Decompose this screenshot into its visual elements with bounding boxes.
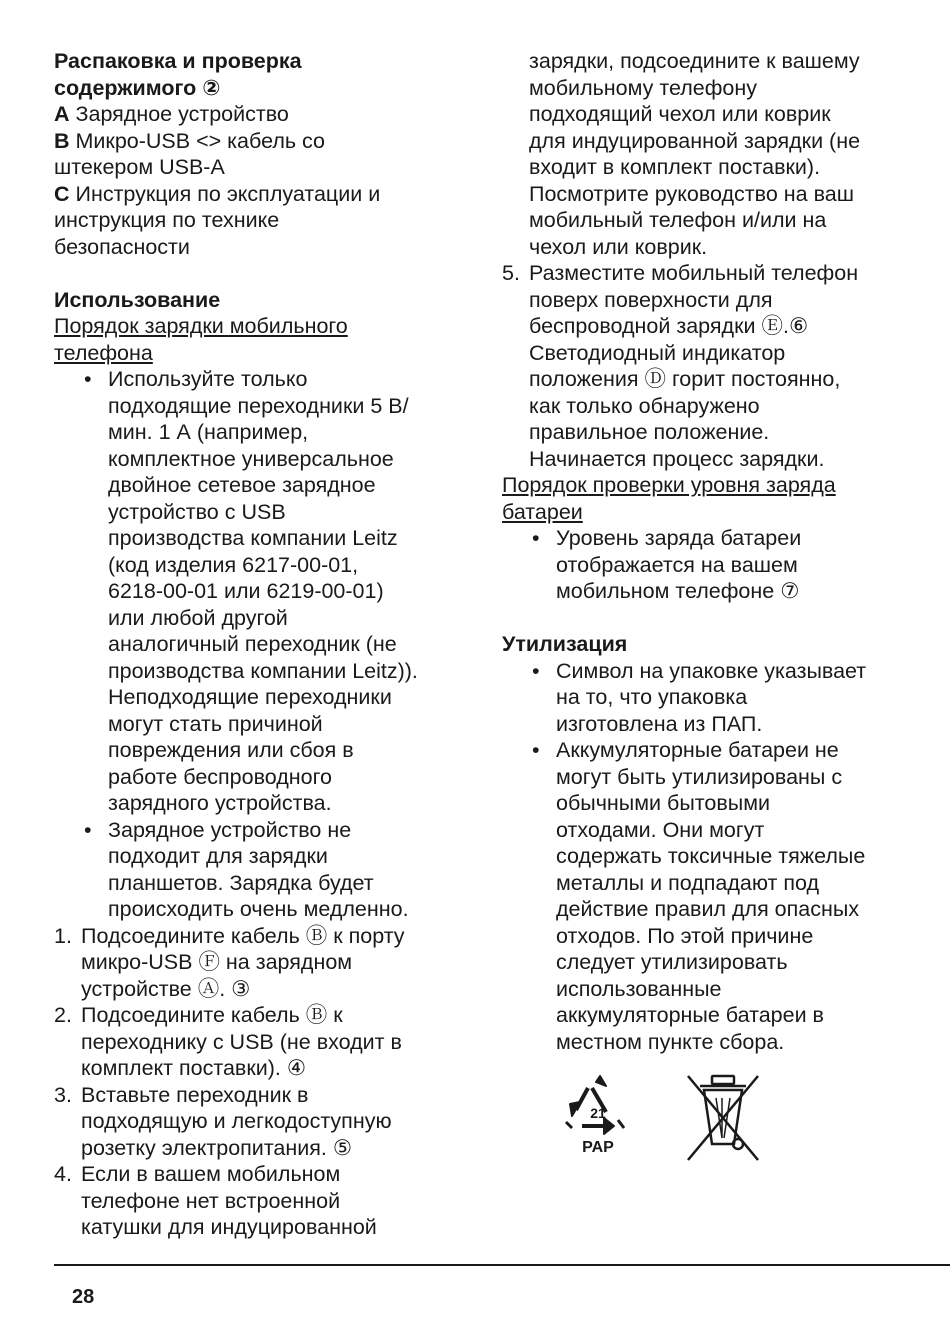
bullet-item: [502, 525, 922, 605]
text-line: производства компании Leitz)).: [108, 658, 418, 683]
charging-steps-list: [54, 923, 464, 1241]
list-marker: 3.: [54, 1082, 72, 1107]
crossed-out-wheelie-bin-icon: [688, 1076, 758, 1160]
text-line: поверх поверхности для: [529, 287, 773, 312]
text-line: Начинается процесс зарядки.: [529, 446, 825, 471]
list-marker: •: [532, 738, 540, 762]
text-line: отходами. Они могут: [556, 817, 765, 842]
unpacking-heading-line-1: Распаковка и проверка: [54, 49, 302, 73]
text-line: на то, что упаковка: [556, 685, 748, 709]
text-line: мобильный телефон и/или на: [529, 208, 827, 232]
disposal-symbols-svg: [562, 1074, 762, 1164]
text-line: планшетов. Зарядка будет: [108, 870, 374, 895]
text-line: подходящие переходники 5 В/: [108, 393, 409, 418]
text-line: работе беспроводного: [108, 764, 332, 789]
text-line: штекером USB-A: [54, 155, 225, 179]
text-line: Используйте только: [108, 367, 308, 391]
numbered-step: [54, 1082, 464, 1162]
text-line: могут стать причиной: [108, 711, 323, 736]
text-line: катушки для индуцированной: [81, 1215, 377, 1239]
battery-subheading-line-1: Порядок проверки уровня заряда: [502, 473, 836, 497]
step-5: [502, 260, 922, 472]
text-line: (код изделия 6217-00-01,: [108, 552, 359, 577]
text-line: местном пункте сбора.: [556, 1029, 785, 1054]
text-line: Вставьте переходник в: [81, 1082, 309, 1107]
text-line: подходит для зарядки: [108, 844, 328, 868]
text-line: Светодиодный индикатор: [529, 340, 786, 365]
continued-text: [502, 48, 922, 260]
text-line: использованные: [556, 976, 722, 1001]
numbered-step: [54, 1002, 464, 1082]
charging-procedure-subheading: [54, 313, 464, 366]
text-line: Посмотрите руководство на ваш: [529, 181, 854, 206]
text-line: двойное сетевое зарядное: [108, 473, 376, 497]
text-line: Инструкция по эксплуатации и: [69, 181, 381, 206]
text-line: переходнику с USB (не входит в: [81, 1029, 402, 1054]
text-line: безопасности: [54, 234, 190, 259]
item-label: C: [54, 181, 70, 206]
unpacking-heading-line-2: содержимого ②: [54, 75, 221, 100]
text-line: зарядки, подсоедините к вашему: [529, 49, 860, 73]
unpacking-item: [54, 101, 464, 128]
text-line: или любой другой: [108, 605, 288, 630]
text-line: чехол или коврик.: [529, 234, 708, 259]
disposal-symbols: [562, 1074, 762, 1164]
list-marker: •: [84, 367, 92, 391]
usage-bullet-list: [54, 366, 464, 923]
text-line: отходов. По этой причине: [556, 923, 814, 948]
unpacking-heading: [54, 48, 464, 101]
text-line: Символ на упаковке указывает: [556, 658, 867, 683]
text-line: Зарядное устройство: [69, 102, 289, 126]
text-line: телефоне нет встроенной: [81, 1188, 341, 1213]
unpacking-item: [54, 128, 464, 181]
list-marker: 5.: [502, 261, 520, 285]
left-column: [54, 48, 464, 1241]
item-label: A: [54, 102, 70, 126]
page-number: 28: [72, 1286, 95, 1308]
charging-subheading-line-2: телефона: [54, 340, 153, 365]
text-line: происходить очень медленно.: [108, 897, 409, 921]
text-line: следует утилизировать: [556, 950, 788, 974]
step-4-continued: [502, 48, 922, 260]
usage-heading: Использование: [54, 287, 221, 312]
list-marker: •: [532, 658, 540, 683]
text-line: подходящий чехол или коврик: [529, 102, 831, 126]
unpacking-item: [54, 181, 464, 261]
bullet-item: [54, 817, 464, 923]
battery-bullet-list: [502, 525, 922, 605]
text-line: микро-USB Ⓕ на зарядном: [81, 950, 353, 974]
recycling-pap-icon: [566, 1076, 624, 1156]
text-line: комплект поставки). ④: [81, 1056, 307, 1080]
text-line: отображается на вашем: [556, 552, 798, 577]
text-line: зарядного устройства.: [108, 791, 332, 815]
text-line: Неподходящие переходники: [108, 685, 392, 709]
numbered-step: [54, 1161, 464, 1241]
text-line: Зарядное устройство не: [108, 817, 352, 842]
text-line: производства компании Leitz: [108, 526, 398, 550]
battery-check-subheading: [502, 472, 922, 525]
text-line: металлы и подпадают под: [556, 870, 820, 895]
unpacking-list: [54, 101, 464, 260]
text-line: Если в вашем мобильном: [81, 1162, 341, 1186]
text-line: Подсоедините кабель Ⓑ к: [81, 1003, 343, 1027]
recycle-code: PAP: [582, 1139, 614, 1156]
text-line: повреждения или сбоя в: [108, 738, 354, 762]
item-label: B: [54, 128, 70, 153]
text-line: Аккумуляторные батареи не: [556, 738, 839, 762]
text-line: Микро-USB <> кабель со: [69, 128, 325, 153]
text-line: могут быть утилизированы с: [556, 764, 843, 789]
text-line: комплектное универсальное: [108, 446, 394, 471]
text-line: Уровень заряда батареи: [556, 526, 802, 550]
text-line: Подсоедините кабель Ⓑ к порту: [81, 923, 405, 948]
numbered-step: [54, 923, 464, 1003]
footer-rule: [54, 1264, 950, 1266]
text-line: правильное положение.: [529, 420, 770, 444]
charging-subheading-line-1: Порядок зарядки мобильного: [54, 314, 348, 338]
text-line: содержать токсичные тяжелые: [556, 844, 866, 868]
recycle-number: 21: [590, 1105, 606, 1121]
text-line: 6218-00-01 или 6219-00-01): [108, 579, 384, 603]
text-line: для индуцированной зарядки (не: [529, 128, 861, 153]
text-line: обычными бытовыми: [556, 791, 771, 815]
bullet-item: [54, 366, 464, 817]
text-line: подходящую и легкодоступную: [81, 1109, 392, 1133]
list-marker: 1.: [54, 923, 72, 948]
text-line: аккумуляторные батареи в: [556, 1003, 824, 1027]
text-line: изготовлена из ПАП.: [556, 711, 763, 736]
right-column: [502, 48, 922, 1055]
text-line: устройстве Ⓐ. ③: [81, 976, 251, 1001]
list-marker: •: [84, 817, 92, 842]
disposal-bullet-list: [502, 658, 922, 1056]
text-line: действие правил для опасных: [556, 897, 860, 921]
text-line: Разместите мобильный телефон: [529, 261, 859, 285]
list-marker: 4.: [54, 1162, 72, 1186]
text-line: инструкция по технике: [54, 208, 280, 232]
text-line: аналогичный переходник (не: [108, 632, 397, 656]
battery-subheading-line-2: батареи: [502, 499, 583, 524]
disposal-heading: Утилизация: [502, 632, 628, 656]
text-line: мобильном телефоне ⑦: [556, 579, 800, 603]
text-line: розетку электропитания. ⑤: [81, 1135, 353, 1160]
text-line: беспроводной зарядки Ⓔ.⑥: [529, 314, 809, 338]
text-line: устройство с USB: [108, 499, 286, 524]
text-line: мин. 1 А (например,: [108, 420, 309, 444]
list-marker: •: [532, 526, 540, 550]
bullet-item: [502, 658, 922, 738]
text-line: положения Ⓓ горит постоянно,: [529, 367, 841, 391]
text-line: мобильному телефону: [529, 75, 758, 100]
list-marker: 2.: [54, 1003, 72, 1027]
text-line: как только обнаружено: [529, 393, 760, 418]
numbered-step: [502, 260, 922, 472]
bullet-item: [502, 737, 922, 1055]
text-line: входит в комплект поставки).: [529, 155, 821, 179]
